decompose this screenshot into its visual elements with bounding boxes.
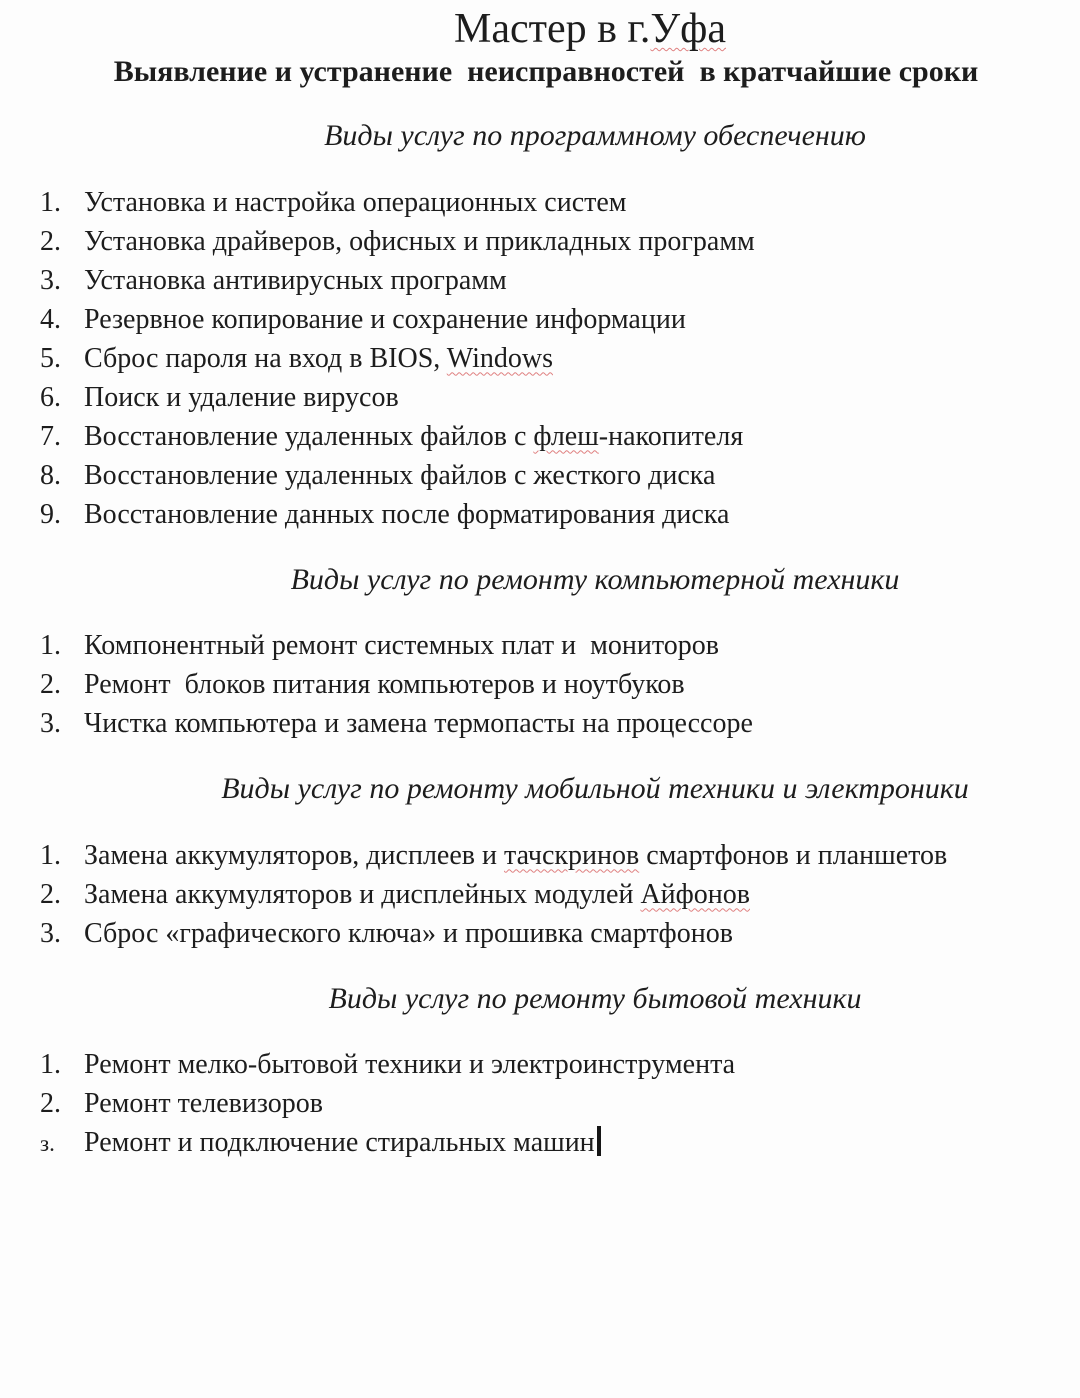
list-item-number: 2. [40, 225, 61, 257]
list-item-text: Установка драйверов, офисных и прикладных программ [84, 225, 755, 257]
list-item-text: Ремонт телевизоров [84, 1088, 323, 1120]
section-heading-computer-repair: Виды услуг по ремонту компьютерной техники [290, 562, 900, 596]
list-item [40, 378, 1080, 417]
list-item-text: Восстановление данных после форматирования диска [84, 498, 730, 530]
computer-repair-list [0, 626, 1080, 743]
list-item-number: 8. [40, 459, 61, 491]
misspelled-word: Айфонов [640, 878, 750, 910]
list-item [40, 222, 1080, 261]
list-item-text: Сброс «графического ключа» и прошивка смартфонов [84, 917, 733, 949]
list-item-text-pre: Восстановление удаленных файлов с [84, 420, 534, 452]
list-item-text: Поиск и удаление вирусов [84, 381, 399, 413]
list-item-number: 7. [40, 420, 61, 452]
list-item-text [84, 836, 947, 875]
list-item-number: 1. [40, 186, 61, 218]
list-item [40, 300, 1080, 339]
list-item-text-pre: Замена аккумуляторов и дисплейных модулей [84, 878, 641, 910]
list-item [40, 836, 1080, 875]
list-item-number: 2. [40, 1088, 61, 1120]
list-item-number: 5. [40, 342, 61, 374]
title-text: Мастер в г. [453, 6, 651, 52]
list-item-number: 2. [40, 669, 61, 701]
text-cursor [597, 1126, 601, 1156]
list-item [40, 704, 1080, 743]
list-item-number: 2. [40, 878, 61, 910]
list-item [40, 183, 1080, 222]
section-heading-mobile-repair: Виды услуг по ремонту мобильной техники и электроники [221, 772, 969, 806]
list-item [40, 1084, 1080, 1123]
list-item-number: 9. [40, 498, 61, 530]
list-item-text [84, 417, 743, 456]
list-item-number: 6. [40, 381, 61, 413]
appliance-repair-list [0, 1045, 1080, 1163]
list-item-number: 4. [40, 303, 61, 335]
list-item-text-content: Ремонт и подключение стиральных машин [84, 1127, 595, 1159]
list-item [40, 495, 1080, 534]
list-item-text [84, 875, 750, 914]
list-item-text: Восстановление удаленных файлов с жесткого диска [84, 459, 716, 491]
document-subtitle: Выявление и устранение неисправностей в кратчайшие сроки [113, 55, 979, 89]
list-item [40, 875, 1080, 914]
list-item [40, 1123, 1080, 1163]
mobile-repair-list [0, 836, 1080, 953]
list-item-text: Ремонт блоков питания компьютеров и ноутбуков [84, 669, 685, 701]
list-item-number: 3. [40, 264, 61, 296]
section-heading-appliance-repair: Виды услуг по ремонту бытовой техники [328, 981, 862, 1015]
list-item-text: Компонентный ремонт системных плат и мониторов [84, 630, 719, 662]
list-item [40, 261, 1080, 300]
list-item-text: Ремонт мелко-бытовой техники и электроинструмента [84, 1049, 736, 1081]
misspelled-word: Windows [446, 342, 553, 374]
document-title [0, 6, 1080, 53]
list-item-text [84, 1123, 601, 1162]
list-item [40, 456, 1080, 495]
list-item [40, 339, 1080, 378]
list-item-number: 3. [40, 708, 61, 740]
list-item-text-post: -накопителя [598, 420, 744, 452]
list-item-text [84, 339, 553, 378]
software-services-list [0, 183, 1080, 534]
list-item-number: з. [40, 1131, 55, 1157]
list-item-text: Установка антивирусных программ [84, 264, 507, 296]
list-item-text: Установка и настройка операционных систем [84, 186, 627, 218]
list-item-text-post: смартфонов и планшетов [639, 839, 948, 871]
list-item-number: 1. [40, 630, 61, 662]
list-item [40, 417, 1080, 456]
title-city-misspelled: Уфа [650, 6, 727, 52]
list-item-text-pre: Замена аккумуляторов, дисплеев и [84, 839, 504, 871]
misspelled-word: тачскринов [504, 839, 640, 871]
list-item-number: 1. [40, 839, 61, 871]
misspelled-word: флеш [533, 420, 599, 452]
list-item [40, 1045, 1080, 1084]
section-heading-software: Виды услуг по программному обеспечению [324, 119, 866, 153]
list-item-text: Резервное копирование и сохранение информации [84, 303, 686, 335]
list-item-number: 1. [40, 1049, 61, 1081]
list-item-text-pre: Сброс пароля на вход в BIOS, [84, 342, 447, 374]
list-item-number: 3. [40, 917, 61, 949]
list-item [40, 665, 1080, 704]
list-item-text: Чистка компьютера и замена термопасты на процессоре [84, 708, 753, 740]
list-item [40, 914, 1080, 953]
list-item [40, 626, 1080, 665]
